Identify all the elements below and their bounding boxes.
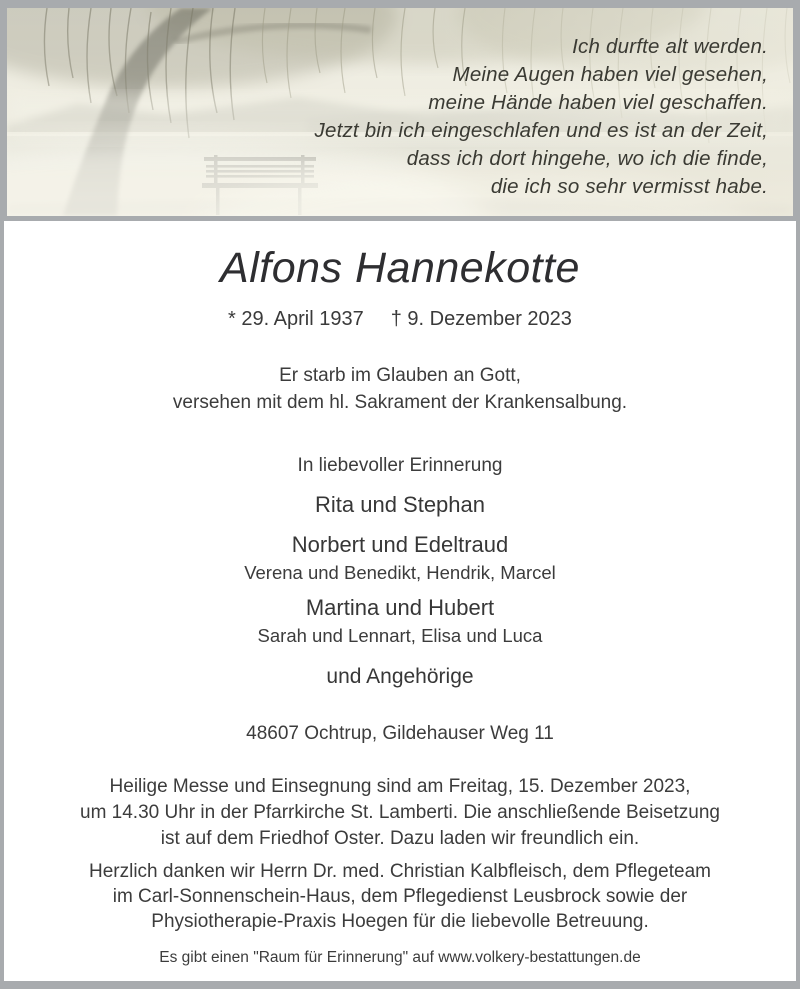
- mourner-group-children: Sarah und Lennart, Elisa und Luca: [257, 625, 543, 646]
- memorial-poem: [315, 33, 768, 201]
- service-line: ist auf dem Friedhof Oster. Dazu laden wir freundlich ein.: [160, 828, 640, 849]
- thanks-paragraph: [4, 859, 796, 934]
- mourner-group-names: Martina und Hubert: [305, 595, 495, 620]
- faith-line: versehen mit dem hl. Sakrament der Krankensalbung.: [172, 392, 628, 413]
- thanks-line: im Carl-Sonnenschein-Haus, dem Pflegedienst Leusbrock sowie der: [112, 886, 688, 907]
- poem-line: Meine Augen haben viel gesehen,: [452, 63, 768, 86]
- obituary-sheet: [4, 221, 796, 981]
- faith-line: Er starb im Glauben an Gott,: [279, 365, 521, 386]
- poem-line: dass ich dort hingehe, wo ich die finde,: [406, 147, 768, 170]
- poem-line: die ich so sehr vermisst habe.: [490, 175, 768, 198]
- mourner-group-children: Verena und Benedikt, Hendrik, Marcel: [244, 562, 556, 583]
- death-date: † 9. Dezember 2023: [390, 308, 572, 330]
- deceased-name: Alfons Hannekotte: [220, 244, 580, 292]
- mourner-group-names: Rita und Stephan: [314, 492, 486, 517]
- service-announcement: [4, 774, 796, 852]
- thanks-line: Physiotherapie-Praxis Hoegen für die liebevolle Betreuung.: [151, 911, 649, 932]
- poem-line: meine Hände haben viel geschaffen.: [428, 91, 768, 114]
- family-address: 48607 Ochtrup, Gildehauser Weg 11: [246, 723, 554, 744]
- poem-line: Ich durfte alt werden.: [572, 35, 768, 58]
- faith-statement: [4, 362, 796, 416]
- life-dates: [4, 306, 796, 332]
- poem-line: Jetzt bin ich eingeschlafen und es ist an der Zeit,: [314, 119, 768, 142]
- memory-heading: In liebevoller Erinnerung: [297, 455, 503, 476]
- birth-date: * 29. April 1937: [228, 308, 364, 330]
- mourner-group-names: Norbert und Edeltraud: [291, 532, 509, 557]
- service-line: Heilige Messe und Einsegnung sind am Freitag, 15. Dezember 2023,: [109, 776, 691, 797]
- service-line: um 14.30 Uhr in der Pfarrkirche St. Lamberti. Die anschließende Beisetzung: [80, 802, 720, 823]
- thanks-line: Herzlich danken wir Herrn Dr. med. Christian Kalbfleisch, dem Pflegeteam: [89, 861, 711, 882]
- memorial-photo-banner: [7, 8, 793, 216]
- memorial-room-note: Es gibt einen "Raum für Erinnerung" auf www.volkery-bestattungen.de: [159, 949, 641, 966]
- relatives-line: und Angehörige: [326, 665, 474, 688]
